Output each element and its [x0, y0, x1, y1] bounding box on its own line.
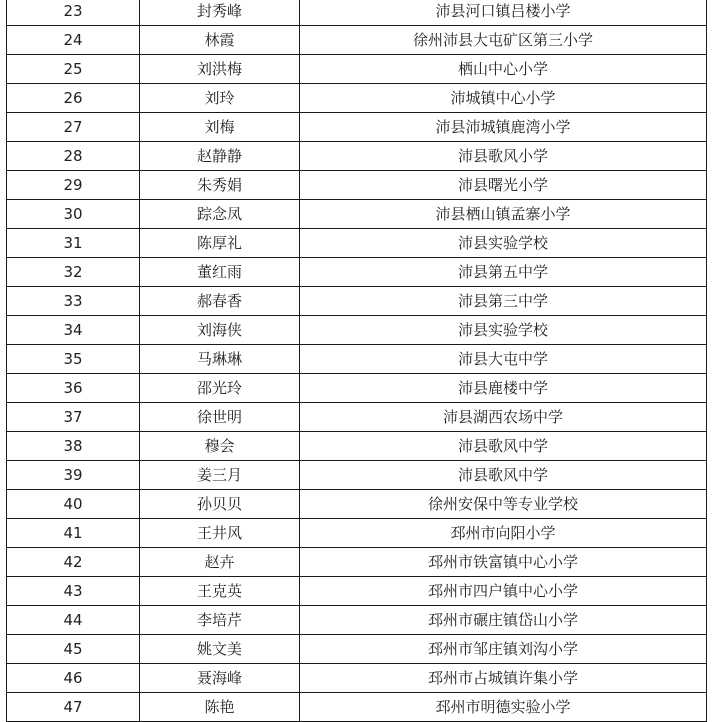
school-name: 沛县歌风中学 [300, 432, 707, 461]
teacher-name: 踪念凤 [140, 200, 300, 229]
teacher-name: 马琳琳 [140, 345, 300, 374]
row-number: 24 [7, 26, 140, 55]
school-name: 邳州市占城镇许集小学 [300, 664, 707, 693]
row-number: 39 [7, 461, 140, 490]
teacher-name: 徐世明 [140, 403, 300, 432]
teacher-name: 王克英 [140, 577, 300, 606]
school-name: 沛县第三中学 [300, 287, 707, 316]
school-name: 沛县沛城镇鹿湾小学 [300, 113, 707, 142]
table-row [7, 142, 707, 171]
teacher-name: 封秀峰 [140, 0, 300, 26]
row-number: 41 [7, 519, 140, 548]
table-row [7, 693, 707, 722]
teacher-name: 赵卉 [140, 548, 300, 577]
teacher-name: 姜三月 [140, 461, 300, 490]
table-row [7, 548, 707, 577]
row-number: 45 [7, 635, 140, 664]
row-number: 35 [7, 345, 140, 374]
table-row [7, 577, 707, 606]
row-number: 42 [7, 548, 140, 577]
teacher-name: 邵光玲 [140, 374, 300, 403]
school-name: 沛城镇中心小学 [300, 84, 707, 113]
teacher-name: 陈厚礼 [140, 229, 300, 258]
table-row [7, 635, 707, 664]
school-name: 邳州市邹庄镇刘沟小学 [300, 635, 707, 664]
school-name: 沛县河口镇吕楼小学 [300, 0, 707, 26]
school-name: 邳州市明德实验小学 [300, 693, 707, 722]
table-row [7, 374, 707, 403]
teacher-name: 姚文美 [140, 635, 300, 664]
table-row [7, 55, 707, 84]
teacher-name: 刘洪梅 [140, 55, 300, 84]
teacher-name: 王井风 [140, 519, 300, 548]
school-name: 沛县第五中学 [300, 258, 707, 287]
school-name: 沛县实验学校 [300, 229, 707, 258]
row-number: 47 [7, 693, 140, 722]
school-name: 邳州市铁富镇中心小学 [300, 548, 707, 577]
table-row [7, 316, 707, 345]
school-name: 沛县曙光小学 [300, 171, 707, 200]
row-number: 46 [7, 664, 140, 693]
teacher-name: 陈艳 [140, 693, 300, 722]
table-row [7, 403, 707, 432]
roster-table-body [7, 0, 707, 722]
table-row [7, 229, 707, 258]
school-name: 栖山中心小学 [300, 55, 707, 84]
teacher-name: 林霞 [140, 26, 300, 55]
school-name: 徐州沛县大屯矿区第三小学 [300, 26, 707, 55]
teacher-name: 郝春香 [140, 287, 300, 316]
row-number: 32 [7, 258, 140, 287]
school-name: 沛县大屯中学 [300, 345, 707, 374]
school-name: 邳州市碾庄镇岱山小学 [300, 606, 707, 635]
teacher-name: 李培芹 [140, 606, 300, 635]
table-row [7, 84, 707, 113]
row-number: 43 [7, 577, 140, 606]
row-number: 34 [7, 316, 140, 345]
teacher-name: 穆会 [140, 432, 300, 461]
table-row [7, 171, 707, 200]
table-row [7, 200, 707, 229]
teacher-name: 刘玲 [140, 84, 300, 113]
table-row [7, 461, 707, 490]
row-number: 33 [7, 287, 140, 316]
table-row [7, 490, 707, 519]
row-number: 38 [7, 432, 140, 461]
table-row [7, 432, 707, 461]
row-number: 30 [7, 200, 140, 229]
teacher-name: 聂海峰 [140, 664, 300, 693]
row-number: 27 [7, 113, 140, 142]
teacher-name: 刘梅 [140, 113, 300, 142]
row-number: 36 [7, 374, 140, 403]
school-name: 沛县歌风中学 [300, 461, 707, 490]
row-number: 31 [7, 229, 140, 258]
row-number: 25 [7, 55, 140, 84]
table-row [7, 0, 707, 26]
row-number: 28 [7, 142, 140, 171]
table-row [7, 345, 707, 374]
school-name: 沛县实验学校 [300, 316, 707, 345]
table-row [7, 26, 707, 55]
row-number: 40 [7, 490, 140, 519]
row-number: 23 [7, 0, 140, 26]
row-number: 37 [7, 403, 140, 432]
school-name: 徐州安保中等专业学校 [300, 490, 707, 519]
school-name: 沛县栖山镇孟寨小学 [300, 200, 707, 229]
teacher-name: 刘海侠 [140, 316, 300, 345]
table-row [7, 519, 707, 548]
teacher-name: 孙贝贝 [140, 490, 300, 519]
table-row [7, 664, 707, 693]
school-name: 沛县湖西农场中学 [300, 403, 707, 432]
row-number: 44 [7, 606, 140, 635]
teacher-name: 董红雨 [140, 258, 300, 287]
row-number: 29 [7, 171, 140, 200]
table-row [7, 113, 707, 142]
row-number: 26 [7, 84, 140, 113]
school-name: 邳州市四户镇中心小学 [300, 577, 707, 606]
table-row [7, 258, 707, 287]
teacher-name: 赵静静 [140, 142, 300, 171]
school-name: 沛县鹿楼中学 [300, 374, 707, 403]
roster-table [6, 0, 707, 722]
teacher-name: 朱秀娟 [140, 171, 300, 200]
table-row [7, 287, 707, 316]
school-name: 沛县歌风小学 [300, 142, 707, 171]
table-row [7, 606, 707, 635]
school-name: 邳州市向阳小学 [300, 519, 707, 548]
